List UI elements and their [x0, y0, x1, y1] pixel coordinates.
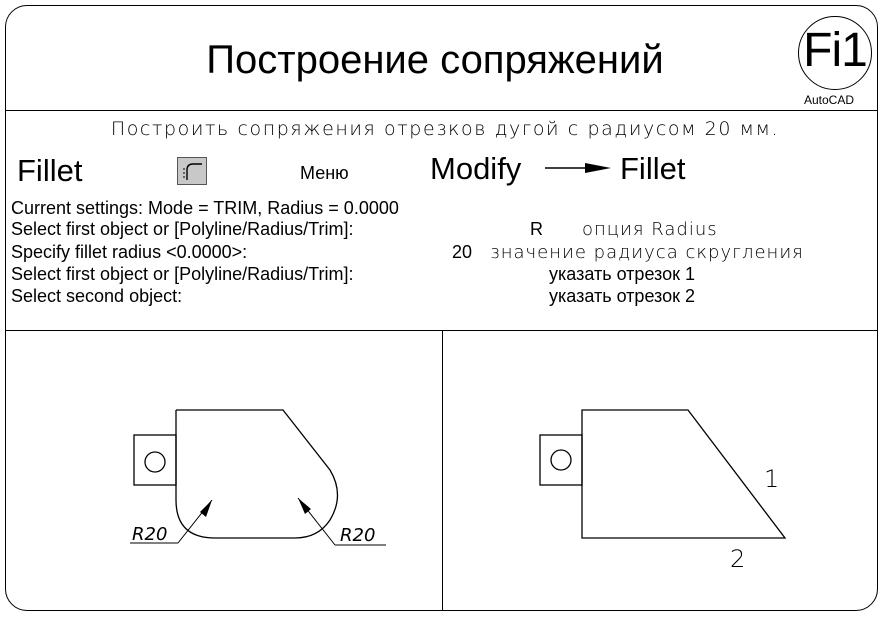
segment-label: 1: [764, 465, 780, 493]
prompt-input: 20: [452, 242, 473, 262]
radius-label: R20: [340, 525, 376, 546]
hole-circle: [551, 450, 571, 470]
page-title: Построение сопряжений: [206, 38, 664, 82]
prompt-note: указать отрезок 1: [549, 264, 696, 284]
menu-item-modify[interactable]: Modify: [430, 151, 522, 186]
prompt-line: Select first object or [Polyline/Radius/Trim]:: [11, 219, 354, 239]
task-statement: Построить сопряжения отрезков дугой с радиусом 20 мм.: [110, 118, 780, 140]
command-name: Fillet: [17, 153, 83, 188]
menu-label: Меню: [300, 163, 349, 183]
prompt-note: значение радиуса скругления: [490, 242, 804, 263]
prompt-note: указать отрезок 2: [549, 286, 696, 306]
segment-label: 2: [730, 545, 746, 573]
part-outline: [582, 410, 785, 538]
tab-rect: [540, 435, 582, 485]
prompt-note: опция Radius: [582, 219, 718, 240]
prompt-line: Select first object or [Polyline/Radius/Trim]:: [11, 264, 354, 284]
sheet-badge: Fi1: [798, 16, 872, 90]
prompt-line: Current settings: Mode = TRIM, Radius = 0.0000: [11, 198, 399, 218]
radius-label: R20: [132, 524, 168, 545]
prompt-line: Specify fillet radius <0.0000>:: [11, 242, 248, 262]
badge-caption: AutoCAD: [804, 93, 855, 107]
prompt-line: Select second object:: [11, 286, 183, 306]
prompt-input: R: [530, 219, 543, 239]
menu-item-fillet[interactable]: Fillet: [620, 151, 686, 186]
